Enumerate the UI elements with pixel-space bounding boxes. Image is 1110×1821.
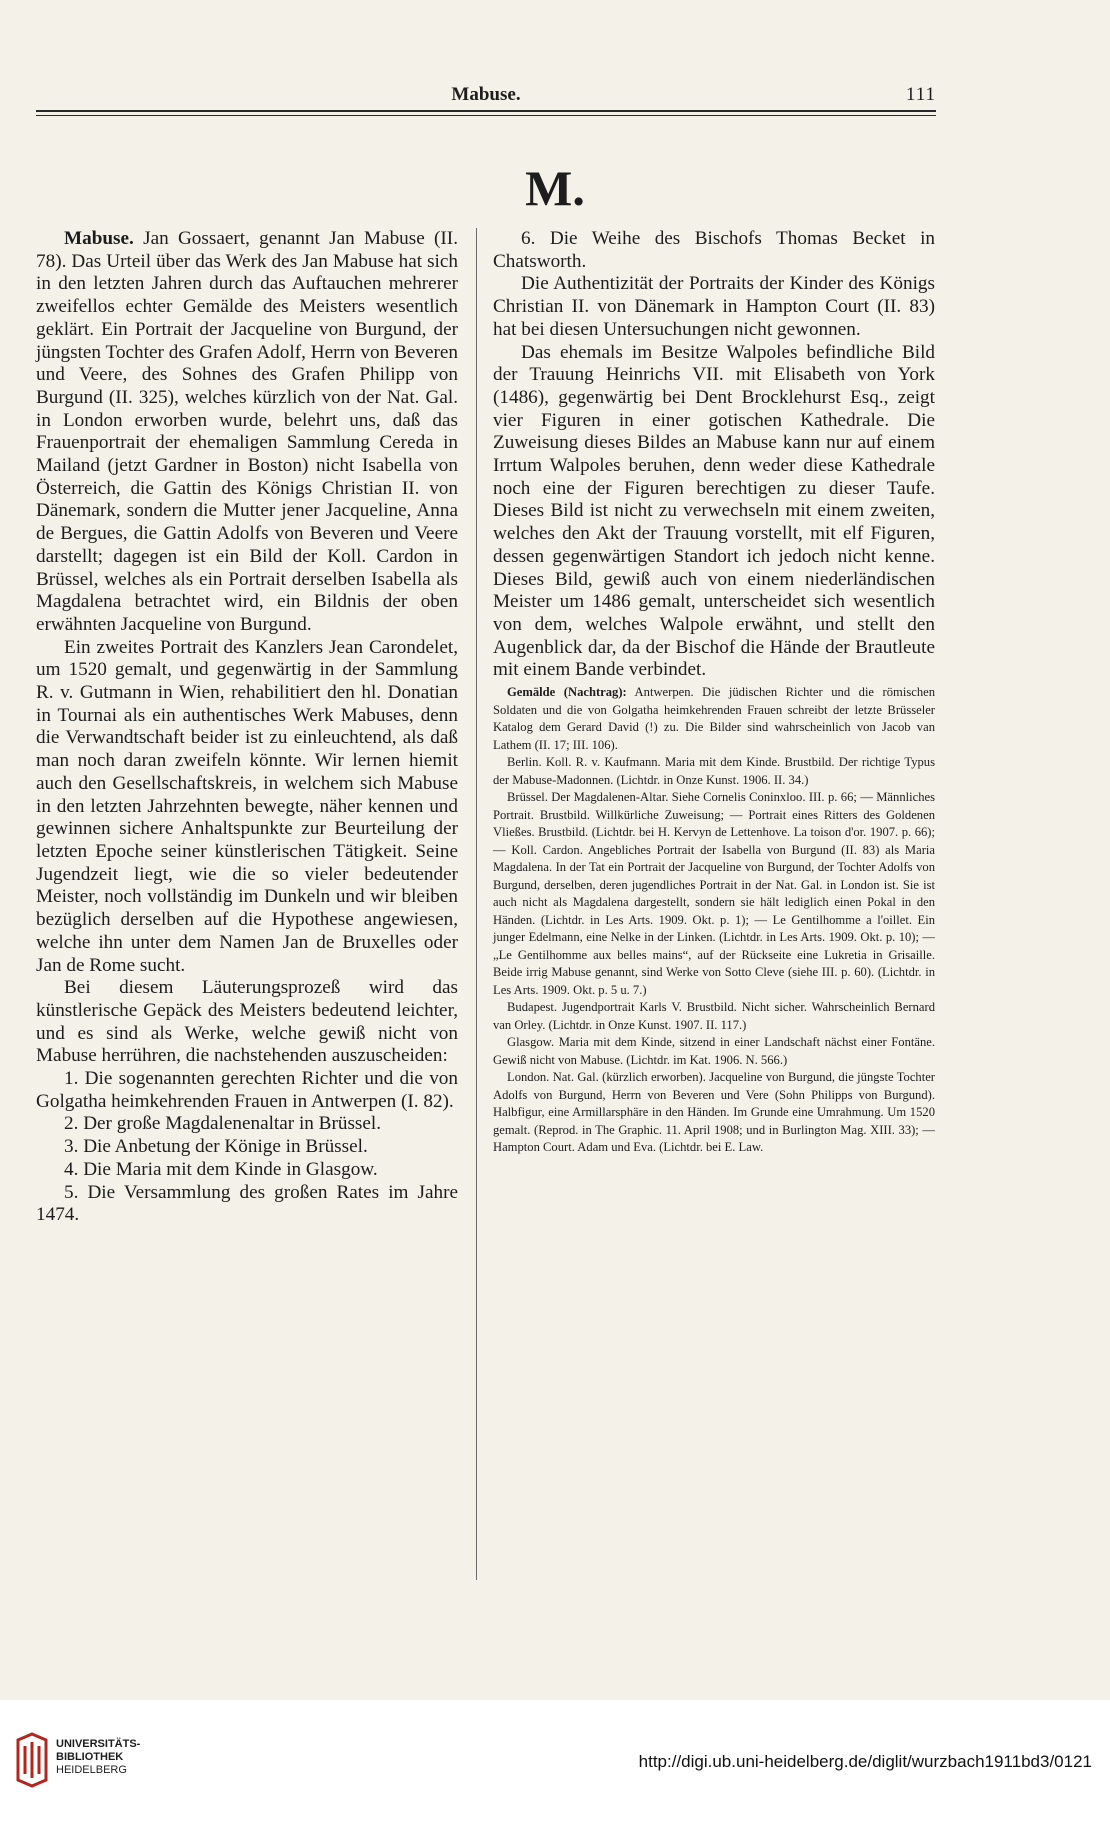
digitization-footer: [0, 1700, 1110, 1821]
list-item: 2. Der große Magdalenenaltar in Brüssel.: [64, 1113, 382, 1135]
entry-intro-paragraph: [36, 228, 458, 637]
paragraph-carondelet: Ein zweites Portrait des Kanzlers Jean Carondelet, um 1520 gemalt, und gegenwärtig in der Sammlung R. v. Gutmann in Wien, rehabilitiert den hl. Donatian in Tournai als ein authentisches Werk Mabuses, denn die Verwandtschaft beider ist zu einleuchtend, als daß man noch daran zweifeln könnte. Wir lernen hiemit auch den Gesellschaftskreis, in welchem sich Mabuse in den letzten Jahrzehnten bewegte, näher kennen und gewinnen sichere Anhaltspunkte zur Beurteilung der letzten Epoche seiner künstlerischen Tätigkeit. Seine Jugendzeit liegt, wie die so vieler bedeutender Meister, noch vollständig im Dunkeln und wir bleiben bezüglich derselben auf die Hypothese angewiesen, welche ihn unter dem Namen Jan de Bruxelles oder Jan de Rome sucht.: [36, 636, 458, 976]
note-antwerpen-text: Antwerpen. Die jüdischen Richter und die römischen Soldaten und die von Golgatha heimkehrenden Frauen schreibt der letzte Brüsseler Katalog dem Gerard David (!) zu. Die Bilder sind wahrscheinlich von Jacob van Lathem (II. 17; III. 106).: [493, 685, 936, 752]
list-item: 4. Die Maria mit dem Kinde in Glasgow.: [64, 1158, 378, 1180]
paragraph-trauung: Das ehemals im Besitze Walpoles befindliche Bild der Trauung Heinrichs VII. mit Elisabeth von York (1486), gegenwärtig bei Dent Brocklehurst Esq., zeigt vier Figuren in einer gotischen Kathedrale. Die Zuweisung dieses Bildes an Mabuse kann nur auf einem Irrtum Walpoles beruhen, denn weder diese Kathedrale noch eine der Figuren berechtigen zu dieser Taufe. Dieses Bild ist nicht zu verwechseln mit einem zweiten, welches den Akt der Trauung vorstellt, mit elf Figuren, dessen gegenwärtigen Standort ich jedoch nicht kenne. Dieses Bild, gewiß auch von einem niederländischen Meister um 1486 gemalt, unterscheidet sich wesentlich von dem, welches Walpole erwähnt, und stellt den Augenblick dar, da der Bischof die Hände der Brautleute mit einem Bande verbindet.: [493, 341, 935, 681]
note-budapest: Budapest. Jugendportrait Karls V. Brustbild. Nicht sicher. Wahrscheinlich Bernard van Orley. (Lichtdr. in Onze Kunst. 1907. II. 117.): [493, 1000, 935, 1032]
list-item: 6. Die Weihe des Bischofs Thomas Becket in Chatsworth.: [493, 228, 935, 272]
library-name-line: UNIVERSITÄTS-: [56, 1738, 141, 1750]
university-library-logo-icon: [12, 1730, 52, 1790]
note-bruessel: Brüssel. Der Magdalenen-Altar. Siehe Cornelis Coninxloo. III. p. 66; — Männliches Portrait. Brustbild. Willkürliche Zuweisung; — Portrait eines Ritters des Goldenen Vließes. Brustbild. (Lichtdr. bei H. Kervyn de Lettenhove. La toison d'or. 1907. p. 66); — Koll. Cardon. Angebliches Portrait der Isabella von Burgund (II. 83) als Maria Magdalena. In der Tat ein Portrait der Jacqueline von Burgund, der Tochter Adolfs von Burgund, derselben, deren jugendliches Portrait in der Nat. Gal. in London ist. Sie ist auch nicht als Magdalena dargestellt, sondern sie hält lediglich einen Pokal in den Händen. (Lichtdr. in Les Arts. 1909. Okt. p. 1); — Le Gentilhomme a l'oillet. Ein junger Edelmann, eine Nelke in der Linken. (Lichtdr. in Les Arts. 1909. Okt. p. 10); — „Le Gentilhomme aux belles mains“, auf der Rückseite eine Lukretia in Grisaille. Beide irrig Mabuse genannt, sind Werke von Sotto Cleve (siehe III. p. 60). (Lichtdr. in Les Arts. 1909. Okt. p. 5 u. 7.): [493, 790, 935, 997]
note-antwerpen: [493, 684, 935, 754]
header-rule: [36, 110, 936, 116]
list-item: 3. Die Anbetung der Könige in Brüssel.: [64, 1136, 368, 1158]
works-addendum: [493, 684, 935, 1157]
section-letter: M.: [525, 160, 585, 216]
entry-intro-text: Jan Gossaert, genannt Jan Mabuse (II. 78). Das Urteil über das Werk des Jan Mabuse hat sich in den letzten Jahren durch das Auftauchen mehrerer zweifellos echter Gemälde des Meisters wesentlich geklärt. Ein Portrait der Jacqueline von Burgund, der jüngsten Tochter des Grafen Adolf, Herrn von Beveren und Veere, des Sohnes des Grafen Philipp von Burgund (II. 325), welches kürzlich von der Nat. Gal. in London erworben wurde, belehrt uns, daß das Frauenportrait der ehemaligen Sammlung Cereda in Mailand (jetzt Gardner in Boston) nicht Isabella von Österreich, die Gattin des Königs Christian II. von Dänemark, sondern die Mutter jener Jacqueline, Anna de Bergues, die Gattin Adolfs von Beveren und Veere darstellt; dagegen ist ein Bild der Koll. Cardon in Brüssel, welches als ein Portrait derselben Isabella als Magdalena betrachtet wird, ein Bildnis der oben erwähnten Jacqueline von Burgund.: [36, 228, 458, 635]
note-glasgow: Glasgow. Maria mit dem Kinde, sitzend in einer Landschaft nächst einer Fontäne. Gewiß nicht von Mabuse. (Lichtdr. im Kat. 1906. N. 566.): [493, 1035, 935, 1067]
entry-lemma: Mabuse.: [64, 228, 134, 249]
running-title: Mabuse.: [451, 84, 521, 105]
library-name-line: HEIDELBERG: [56, 1764, 127, 1776]
paragraph-purification: Bei diesem Läuterungsprozeß wird das künstlerische Gepäck des Meisters bedeutend leichter, und es sind als Werke, welche gewiß nicht von Mabuse herrühren, die nachstehenden auszuscheiden:: [36, 977, 458, 1067]
list-item: 5. Die Versammlung des großen Rates im Jahre 1474.: [36, 1181, 458, 1226]
column-divider: [476, 228, 477, 1580]
list-item: 1. Die sogenannten gerechten Richter und die von Golgatha heimkehrenden Frauen in Antwerpen (I. 82).: [36, 1068, 458, 1112]
page-number: 111: [905, 84, 936, 105]
paragraph-hampton-court: Die Authentizität der Portraits der Kinder des Königs Christian II. von Dänemark in Hampton Court (II. 83) hat bei diesen Untersuchungen nicht gewonnen.: [493, 273, 935, 340]
right-column: [493, 228, 935, 1157]
left-column: [36, 228, 458, 1227]
library-name: [56, 1738, 140, 1777]
note-berlin: Berlin. Koll. R. v. Kaufmann. Maria mit dem Kinde. Brustbild. Der richtige Typus der Mabuse-Madonnen. (Lichtdr. in Onze Kunst. 1906. II. 34.): [493, 755, 935, 787]
library-name-line: BIBLIOTHEK: [56, 1751, 124, 1763]
note-title: Gemälde (Nachtrag):: [507, 685, 627, 700]
running-head: [36, 84, 936, 106]
note-london: London. Nat. Gal. (kürzlich erworben). Jacqueline von Burgund, die jüngste Tochter Adolfs von Burgund, Herrn von Beveren und Vere (Sohn Philipps von Burgund). Halbfigur, eine Armillarsphäre in den Händen. Im Grunde eine Umrahmung. Um 1520 gemalt. (Reprod. in The Graphic. 11. April 1908; und in Burlington Mag. XIII. 33); — Hampton Court. Adam und Eva. (Lichtdr. bei E. Law.: [493, 1070, 935, 1155]
permalink-url[interactable]: http://digi.ub.uni-heidelberg.de/diglit/wurzbach1911bd3/0121: [638, 1752, 1092, 1771]
